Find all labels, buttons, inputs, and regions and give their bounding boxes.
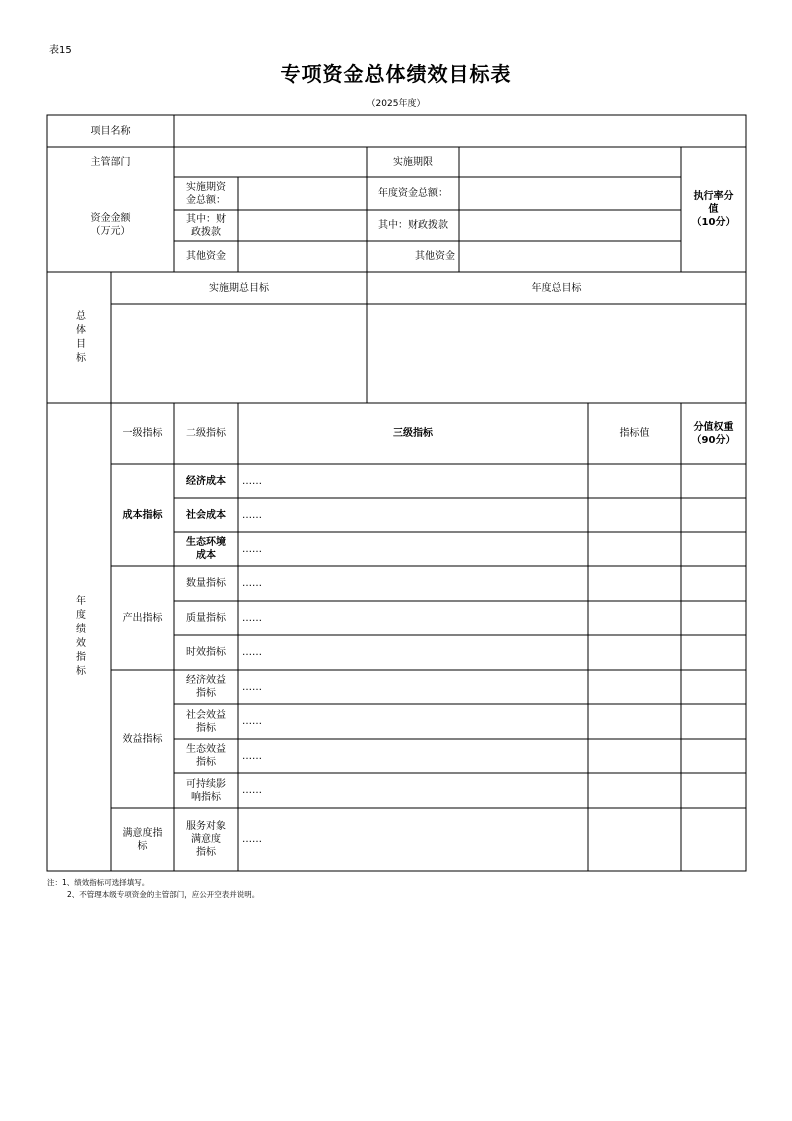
- dept-value[interactable]: [174, 147, 367, 177]
- other-fund-value[interactable]: [238, 241, 367, 272]
- overall-goal-label: 总体目标: [73, 309, 85, 366]
- total-fund-value[interactable]: [238, 177, 367, 210]
- annual-indicators-label: 年度绩效指标: [73, 595, 85, 679]
- benefit-item: 社会效益 指标: [186, 709, 226, 734]
- output-item: 时效指标: [186, 647, 226, 658]
- satisfaction-item: 服务对象 满意度 指标: [186, 821, 226, 858]
- level3-placeholder[interactable]: ……: [242, 612, 262, 624]
- period-goal-value[interactable]: [111, 304, 367, 403]
- fund-amount-label: 资金金额 （万元）: [90, 212, 131, 237]
- cost-indicator-label: 成本指标: [122, 509, 163, 521]
- fiscal-year: （2025年度）: [366, 99, 426, 109]
- annual-other-value[interactable]: [459, 241, 681, 272]
- project-name-value[interactable]: [174, 115, 746, 147]
- level1-header: 一级指标: [122, 428, 163, 439]
- level3-placeholder[interactable]: ……: [242, 647, 262, 658]
- annual-fund-label: 年度资金总额：: [378, 188, 448, 199]
- level3-placeholder[interactable]: ……: [242, 475, 262, 487]
- cost-item: 社会成本: [186, 509, 226, 521]
- annual-fiscal-label: 其中：财政拨款: [378, 220, 448, 231]
- level3-placeholder[interactable]: ……: [242, 716, 262, 727]
- annual-goal-label: 年度总目标: [531, 282, 582, 294]
- level3-placeholder[interactable]: ……: [242, 750, 262, 762]
- cost-item: 经济成本: [186, 475, 226, 487]
- satisfaction-indicator-label: 满意度指 标: [122, 827, 163, 852]
- period-goal-label: 实施期总目标: [209, 282, 269, 294]
- output-indicator-label: 产出指标: [122, 612, 163, 624]
- level3-placeholder[interactable]: ……: [242, 543, 262, 555]
- table-number: 表15: [49, 45, 72, 56]
- indicator-value-header: 指标值: [619, 428, 650, 439]
- level3-placeholder[interactable]: ……: [242, 578, 262, 589]
- cost-item: 生态环境 成本: [186, 537, 226, 561]
- output-item: 质量指标: [186, 612, 226, 624]
- benefit-indicator-label: 效益指标: [122, 733, 163, 745]
- annual-other-label: 其他资金: [415, 251, 455, 262]
- annual-goal-value[interactable]: [367, 304, 746, 403]
- level3-placeholder[interactable]: ……: [242, 785, 262, 796]
- weight-header: 分值权重 （90分）: [691, 421, 736, 446]
- level3-placeholder[interactable]: ……: [242, 681, 262, 693]
- level3-header: 三级指标: [393, 428, 433, 439]
- fiscal-value[interactable]: [238, 210, 367, 241]
- annual-fund-value[interactable]: [459, 177, 681, 210]
- other-fund-label: 其他资金: [186, 251, 226, 262]
- output-item: 数量指标: [186, 578, 226, 589]
- note-line-2: 2、不管理本级专项资金的主管部门，应公开空表并说明。: [67, 890, 260, 899]
- level3-placeholder[interactable]: ……: [242, 509, 262, 521]
- benefit-item: 生态效益 指标: [186, 744, 226, 768]
- level2-header: 二级指标: [186, 428, 226, 439]
- exec-rate-score-label: 执行率分 值 （10分）: [691, 191, 736, 228]
- page-title: 专项资金总体绩效目标表: [280, 62, 512, 86]
- level3-placeholder[interactable]: ……: [242, 834, 262, 845]
- benefit-item: 可持续影 响指标: [186, 778, 226, 803]
- annual-fiscal-value[interactable]: [459, 210, 681, 241]
- fiscal-label: 其中：财 政拨款: [186, 213, 226, 238]
- period-value[interactable]: [459, 147, 681, 177]
- benefit-item: 经济效益 指标: [186, 675, 226, 699]
- period-label: 实施期限: [393, 156, 433, 168]
- project-name-label: 项目名称: [90, 125, 131, 137]
- note-line-1: 注：1、绩效指标可选择填写。: [47, 878, 150, 887]
- dept-label: 主管部门: [90, 156, 131, 168]
- total-fund-label: 实施期资 金总额：: [186, 181, 226, 206]
